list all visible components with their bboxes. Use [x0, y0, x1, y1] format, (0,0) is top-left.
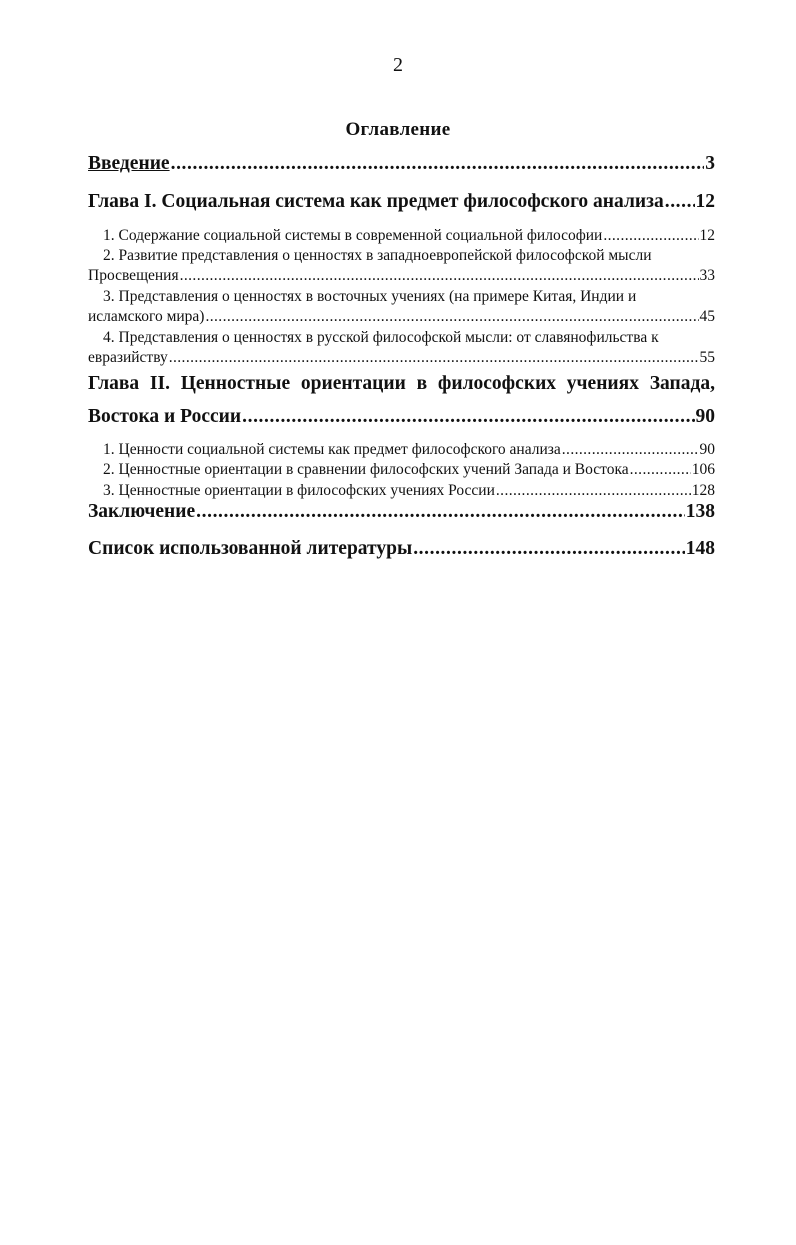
dot-leader — [603, 226, 698, 246]
toc-entry-section-1-2-line1[interactable]: 2. Развитие представления о ценностях в западноевропейской философской мысли — [103, 247, 652, 264]
toc-entry-page: 55 — [699, 349, 715, 366]
dot-leader — [413, 537, 685, 561]
toc-entry-section-1-1[interactable] — [103, 226, 715, 246]
toc-entry-section-2-3[interactable] — [103, 481, 715, 501]
toc-entry-page: 45 — [699, 308, 715, 325]
dot-leader — [196, 500, 685, 524]
dot-leader — [242, 405, 694, 429]
chapter-2-word: в — [416, 373, 428, 394]
toc-entry-title: 2. Ценностные ориентации в сравнении философских учений Запада и Востока — [103, 461, 629, 478]
toc-entry-section-1-3[interactable] — [88, 307, 715, 327]
toc-entry-chapter-2[interactable] — [88, 405, 715, 429]
toc-entry-page: 106 — [691, 461, 715, 478]
toc-entry-page: 12 — [699, 227, 715, 244]
toc-entry-section-1-4-line1[interactable]: 4. Представления о ценностях в русской философской мысли: от славянофильства к — [103, 329, 659, 346]
chapter-2-word: Глава — [88, 373, 140, 394]
toc-entry-title: Список использованной литературы — [88, 538, 413, 559]
toc-entry-bibliography[interactable] — [88, 537, 715, 561]
page-number: 2 — [393, 54, 403, 76]
toc-entry-chapter-1[interactable] — [88, 190, 715, 214]
toc-entry-title: 3. Ценностные ориентации в философских учениях России — [103, 482, 495, 499]
toc-entry-section-1-4[interactable] — [88, 348, 715, 368]
dot-leader — [665, 190, 695, 214]
toc-entry-page: 3 — [705, 153, 715, 174]
chapter-2-word: Ценностные — [180, 373, 291, 394]
toc-entry-page: 33 — [699, 267, 715, 284]
toc-entry-page: 90 — [695, 406, 715, 427]
toc-entry-section-1-3-line1[interactable]: 3. Представления о ценностях в восточных учениях (на примере Китая, Индии и — [103, 288, 637, 305]
chapter-2-word: Запада, — [649, 373, 715, 394]
toc-entry-page: 148 — [685, 538, 715, 559]
dot-leader — [496, 481, 691, 501]
toc-entry-title: Глава I. Социальная система как предмет философского анализа — [88, 191, 664, 212]
toc-entry-section-1-2[interactable] — [88, 266, 715, 286]
toc-entry-title: евразийству — [88, 349, 168, 366]
chapter-2-word: философских — [437, 373, 557, 394]
dot-leader — [180, 266, 699, 286]
dot-leader — [205, 307, 698, 327]
toc-entry-page: 90 — [699, 441, 715, 458]
toc-entry-chapter-2-line1[interactable] — [88, 372, 715, 396]
dot-leader — [630, 460, 691, 480]
chapter-2-word: II. — [149, 373, 170, 394]
toc-entry-title: Просвещения — [88, 267, 179, 284]
toc-entry-title: 1. Ценности социальной системы как предмет философского анализа — [103, 441, 561, 458]
toc-entry-introduction[interactable] — [88, 152, 715, 176]
toc-entry-title: 1. Содержание социальной системы в современной социальной философии — [103, 227, 603, 244]
toc-entry-page: 128 — [691, 482, 715, 499]
dot-leader — [171, 152, 705, 176]
chapter-2-word: учениях — [566, 373, 639, 394]
toc-entry-title: Востока и России — [88, 406, 242, 427]
toc-entry-title: Заключение — [88, 501, 196, 522]
toc-entry-section-2-1[interactable] — [103, 440, 715, 460]
toc-entry-page: 138 — [685, 501, 715, 522]
toc-title: Оглавление — [345, 119, 451, 140]
toc-entry-title: исламского мира) — [88, 308, 205, 325]
dot-leader — [169, 348, 699, 368]
toc-entry-conclusion[interactable] — [88, 500, 715, 524]
dot-leader — [562, 440, 699, 460]
toc-entry-page: 12 — [695, 191, 715, 212]
toc-entry-section-2-2[interactable] — [103, 460, 715, 480]
chapter-2-word: ориентации — [300, 373, 406, 394]
toc-entry-title: Введение — [88, 153, 170, 174]
